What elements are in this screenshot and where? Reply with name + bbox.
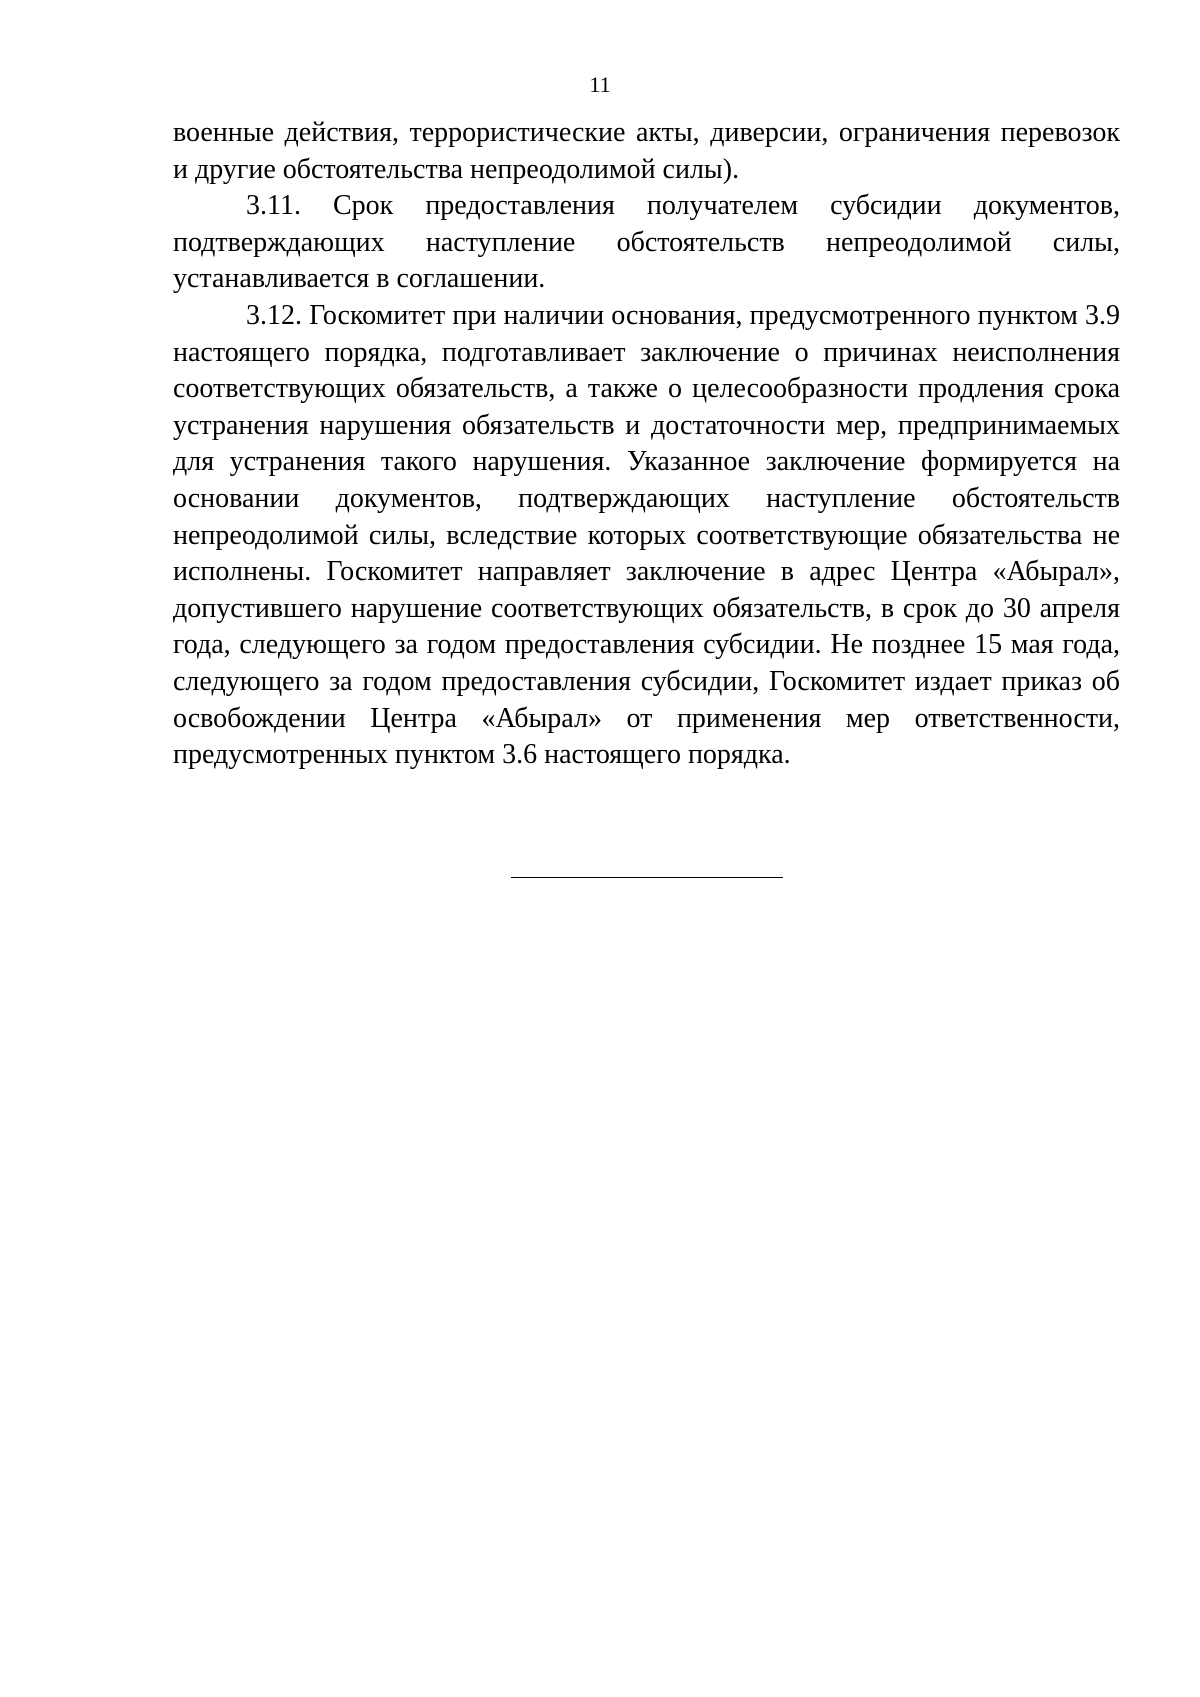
paragraph-3-12: 3.12. Госкомитет при наличии основания, предусмотренного пунктом 3.9 настоящего порядка, подготавливает заключение о причинах неисполнения соответствующих обязательств, а также о целесообразности продления срока устранения нарушения обязательств и достаточности мер, предпринимаемых для устранения такого нарушения. Указанное заключение формируется на основании документов, подтверждающих наступление обстоятельств непреодолимой силы, вследствие которых соответствующие обязательства не исполнены. Госкомитет направляет заключение в адрес Центра «Абырал», допустившего нарушение соответствующих обязательств, в срок до 30 апреля года, следующего за годом предоставления субсидии. Не позднее 15 мая года, следующего за годом предоставления субсидии, Госкомитет издает приказ об освобождении Центра «Абырал» от применения мер ответственности, предусмотренных пунктом 3.6 настоящего порядка. [173, 299, 1120, 771]
document-body [173, 115, 1120, 774]
page-number: 11 [589, 72, 611, 97]
document-end-divider [511, 877, 783, 878]
paragraph-3-11: 3.11. Срок предоставления получателем субсидии документов, подтверждающих наступление обстоятельств непреодолимой силы, устанавливается в соглашении. [173, 190, 1120, 295]
paragraph-continuation: военные действия, террористические акты, диверсии, ограничения перевозок и другие обстоятельства непреодолимой силы). [173, 117, 1120, 185]
